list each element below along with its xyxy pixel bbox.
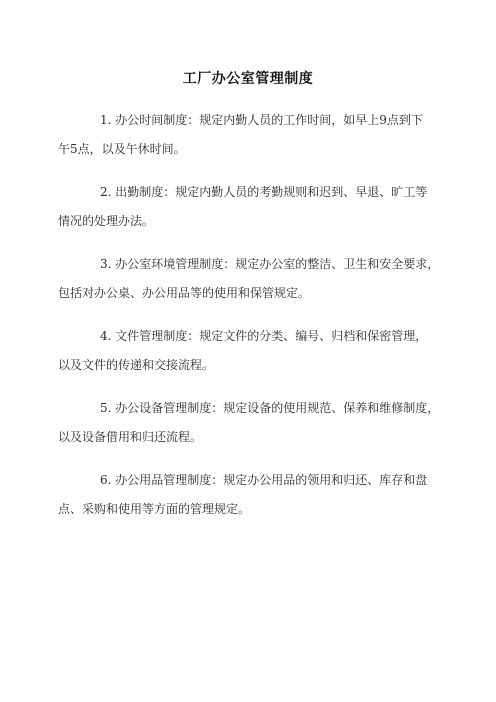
list-item-line-1: 4. 文件管理制度：规定文件的分类、编号、归档和保密管理， (100, 329, 428, 343)
list-item (58, 250, 438, 308)
list-item-line-2: 点、采购和使用等方面的管理规定。 (58, 502, 251, 516)
list-item-line-2: 以及文件的传递和交接流程。 (58, 358, 215, 372)
list-item (58, 178, 438, 236)
document-title: 工厂办公室管理制度 (182, 71, 314, 87)
list-item-line-1: 5. 办公设备管理制度：规定设备的使用规范、保养和维修制度， (100, 401, 440, 415)
list-item-line-2: 午5点，以及午休时间。 (58, 142, 186, 156)
list-item-line-1: 6. 办公用品管理制度：规定办公用品的领用和归还、库存和盘 (100, 473, 428, 487)
list-item-line-2: 情况的处理办法。 (58, 214, 155, 228)
list-item-line-2: 以及设备借用和归还流程。 (58, 430, 203, 444)
list-item-line-2: 包括对办公桌、办公用品等的使用和保管规定。 (58, 286, 311, 300)
list-item-line-1: 3. 办公室环境管理制度：规定办公室的整洁、卫生和安全要求， (100, 257, 440, 271)
list-item-line-1: 2. 出勤制度：规定内勤人员的考勤规则和迟到、早退、旷工等 (100, 185, 428, 199)
list-item (58, 106, 438, 164)
list-item (58, 394, 438, 452)
list-item-line-1: 1. 办公时间制度：规定内勤人员的工作时间，如早上9点到下 (100, 113, 423, 127)
list-item (58, 466, 438, 524)
list-item (58, 322, 438, 380)
